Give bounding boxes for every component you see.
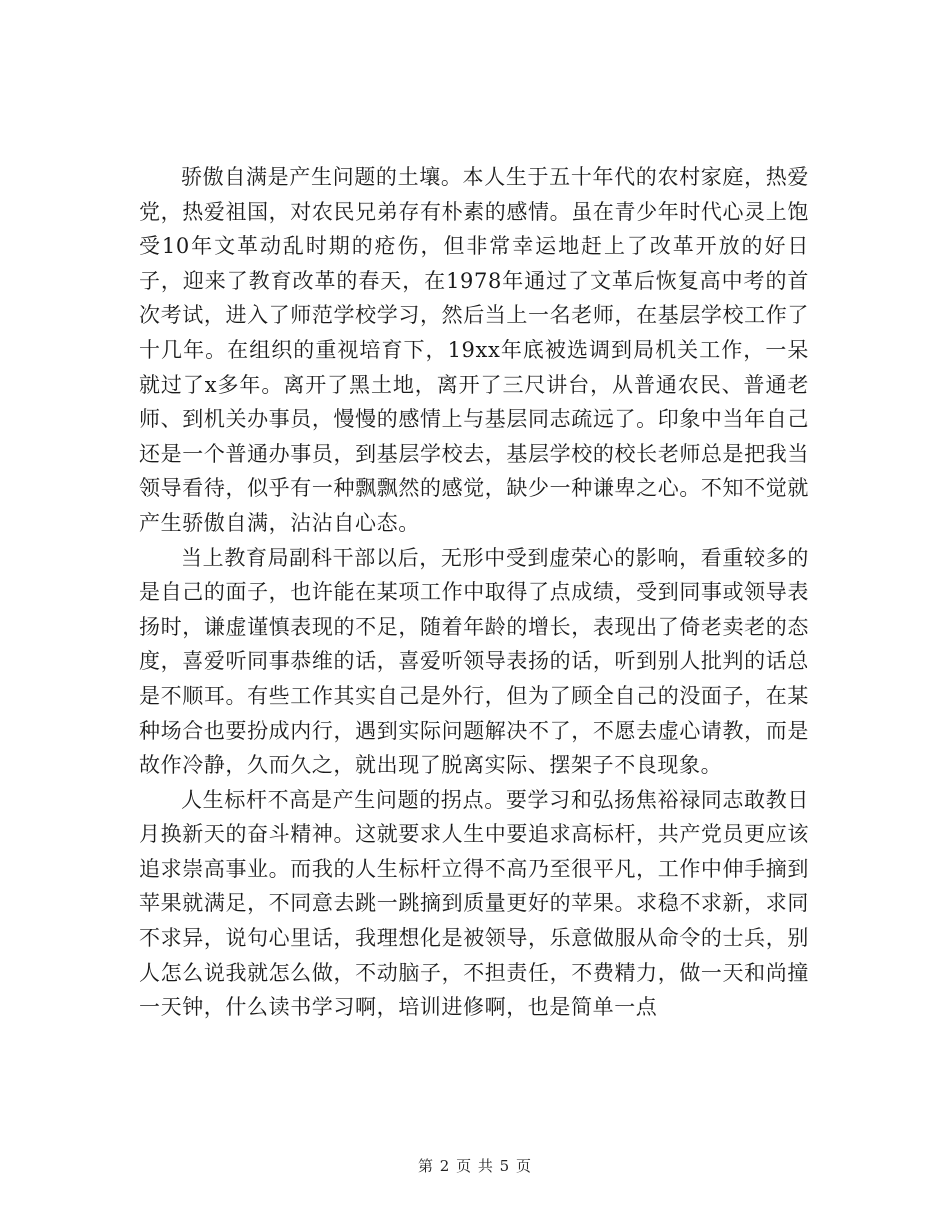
paragraph: 人生标杆不高是产生问题的拐点。要学习和弘扬焦裕禄同志敢教日月换新天的奋斗精神。这就要求人生中要追求高标杆，共产党员更应该追求崇高事业。而我的人生标杆立得不高乃至很平凡，工作中伸手摘到苹果就满足，不同意去跳一跳摘到质量更好的苹果。求稳不求新，求同不求异，说句心里话，我理想化是被领导，乐意做服从命令的士兵，别人怎么说我就怎么做，不动脑子，不担责任，不费精力，做一天和尚撞一天钟，什么读书学习啊，培训进修啊，也是简单一点 — [139, 787, 809, 1020]
page-footer: 第 2 页 共 5 页 — [418, 1157, 532, 1175]
paragraph: 当上教育局副科干部以后，无形中受到虚荣心的影响，看重较多的是自己的面子，也许能在某项工作中取得了点成绩，受到同事或领导表扬时，谦虚谨慎表现的不足，随着年龄的增长，表现出了倚老卖老的态度，喜爱听同事恭维的话，喜爱听领导表扬的话，听到别人批判的话总是不顺耳。有些工作其实自己是外行，但为了顾全自己的没面子，在某种场合也要扮成内行，遇到实际问题解决不了，不愿去虚心请教，而是故作冷静，久而久之，就出现了脱离实际、摆架子不良现象。 — [139, 545, 809, 778]
document-body — [139, 160, 809, 1025]
paragraph: 骄傲自满是产生问题的土壤。本人生于五十年代的农村家庭，热爱党，热爱祖国，对农民兄弟存有朴素的感情。虽在青少年时代心灵上饱受10年文革动乱时期的疮伤，但非常幸运地赶上了改革开放的好日子，迎来了教育改革的春天，在1978年通过了文革后恢复高中考的首次考试，进入了师范学校学习，然后当上一名老师，在基层学校工作了十几年。在组织的重视培育下，19xx年底被选调到局机关工作，一呆就过了x多年。离开了黑土地，离开了三尺讲台，从普通农民、普通老师、到机关办事员，慢慢的感情上与基层同志疏远了。印象中当年自己还是一个普通办事员，到基层学校去，基层学校的校长老师总是把我当领导看待，似乎有一种飘飘然的感觉，缺少一种谦卑之心。不知不觉就产生骄傲自满，沾沾自心态。 — [139, 165, 809, 535]
